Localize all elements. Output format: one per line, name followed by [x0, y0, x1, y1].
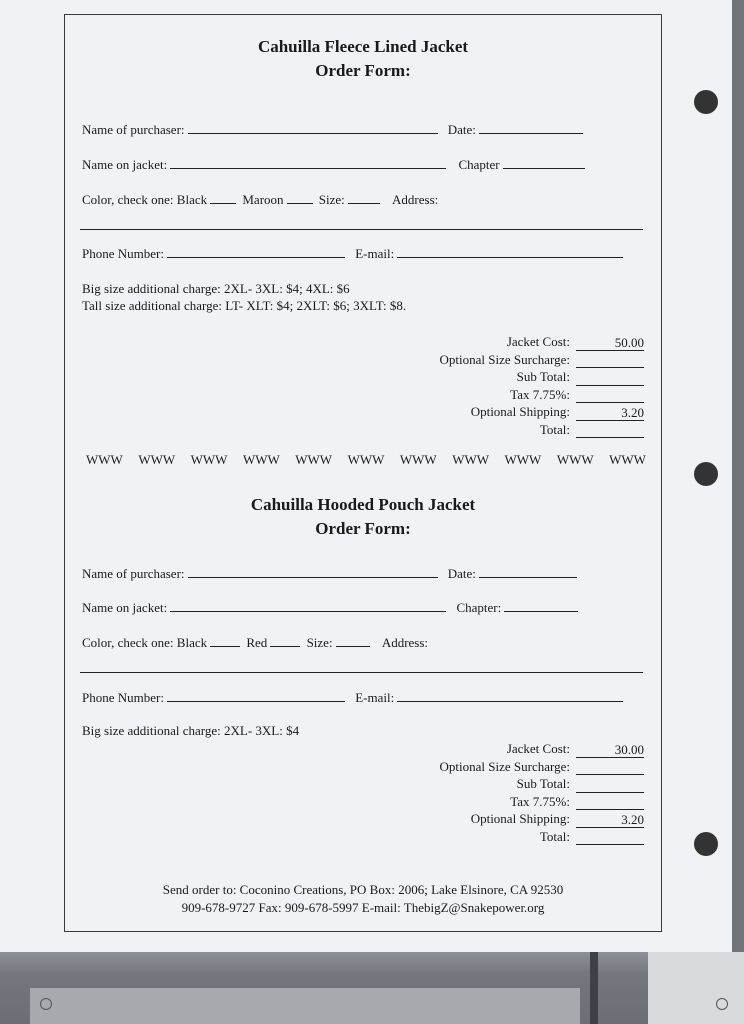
- form2-color-row: [82, 634, 428, 651]
- jacket-name-label: Name on jacket:: [82, 600, 168, 615]
- phone-field[interactable]: [167, 245, 345, 258]
- surcharge-label: Optional Size Surcharge:: [439, 351, 570, 367]
- total-field[interactable]: [576, 423, 644, 438]
- form1-phone-row: [82, 245, 626, 262]
- tall-size-note: Tall size additional charge: LT- XLT: $4; 2XLT: $6; 3XLT: $8.: [82, 298, 407, 313]
- shipping-label: Optional Shipping:: [470, 811, 570, 826]
- size-field[interactable]: [348, 191, 380, 204]
- form1-color-row: [82, 191, 438, 208]
- form2-phone-row: [82, 689, 626, 706]
- color-red-checkbox[interactable]: [270, 634, 300, 647]
- binder-hole-icon: [694, 462, 718, 486]
- color-maroon-checkbox[interactable]: [287, 191, 313, 204]
- surcharge-label: Optional Size Surcharge:: [439, 758, 570, 774]
- scanner-bed: [0, 952, 744, 1024]
- surcharge-field[interactable]: [576, 353, 644, 368]
- size-label: Size:: [318, 192, 345, 207]
- form1-jacket-name-row: [82, 156, 588, 173]
- big-size-note: Big size additional charge: 2XL- 3XL: $4: [82, 723, 300, 738]
- scanner-tab: [30, 988, 580, 1024]
- binder-hole-icon: [694, 832, 718, 856]
- ring-marker-icon: [40, 998, 52, 1010]
- total-label: Total:: [539, 828, 570, 844]
- tax-label: Tax 7.75%:: [510, 386, 570, 402]
- color-option-label: Maroon: [242, 192, 284, 207]
- big-size-note: Big size additional charge: 2XL- 3XL: $4; 4XL: $6: [82, 281, 350, 296]
- separator-mark: WWW: [347, 452, 385, 467]
- total-field[interactable]: [576, 830, 644, 845]
- subtotal-field[interactable]: [576, 371, 644, 386]
- date-label: Date:: [447, 122, 476, 137]
- subtotal-label: Sub Total:: [516, 776, 570, 791]
- shipping-value: 3.20: [576, 406, 644, 421]
- purchaser-field[interactable]: [188, 565, 438, 578]
- scanner-slot: [590, 952, 598, 1024]
- total-label: Total:: [539, 421, 570, 437]
- address-field[interactable]: [80, 672, 643, 673]
- separator-mark: WWW: [609, 452, 646, 467]
- email-field[interactable]: [397, 689, 623, 702]
- date-field[interactable]: [479, 121, 583, 134]
- shipping-value: 3.20: [576, 813, 644, 828]
- tax-field[interactable]: [576, 388, 644, 403]
- chapter-label: Chapter: [458, 157, 500, 172]
- jacket-name-label: Name on jacket:: [82, 157, 168, 172]
- date-label: Date:: [447, 566, 476, 581]
- form2-title: Cahuilla Hooded Pouch Jacket: [250, 495, 476, 514]
- form2-jacket-name-row: [82, 599, 581, 616]
- purchaser-label: Name of purchaser:: [82, 122, 185, 137]
- cut-separator: [86, 452, 646, 468]
- form2-cost-summary: [380, 740, 644, 845]
- subtotal-label: Sub Total:: [516, 369, 570, 384]
- address-field[interactable]: [80, 229, 643, 230]
- form1-purchaser-row: [82, 121, 586, 138]
- separator-mark: WWW: [452, 452, 489, 467]
- separator-mark: WWW: [556, 452, 594, 467]
- size-field[interactable]: [336, 634, 370, 647]
- surcharge-field[interactable]: [576, 760, 644, 775]
- separator-mark: WWW: [86, 452, 123, 467]
- subtotal-field[interactable]: [576, 778, 644, 793]
- tax-label: Tax 7.75%:: [510, 793, 570, 809]
- separator-mark: WWW: [242, 452, 280, 467]
- separator-mark: WWW: [138, 452, 176, 467]
- binder-hole-icon: [694, 90, 718, 114]
- separator-mark: WWW: [504, 452, 542, 467]
- chapter-label: Chapter:: [456, 600, 502, 615]
- tax-field[interactable]: [576, 795, 644, 810]
- shipping-label: Optional Shipping:: [470, 404, 570, 419]
- color-label: Color, check one: Black: [82, 635, 208, 650]
- email-label: E-mail:: [355, 690, 395, 705]
- jacket-name-field[interactable]: [170, 156, 446, 169]
- date-field[interactable]: [479, 565, 577, 578]
- color-black-checkbox[interactable]: [210, 191, 236, 204]
- form2-subtitle: Order Form:: [315, 519, 411, 538]
- purchaser-label: Name of purchaser:: [82, 566, 185, 581]
- color-option-label: Red: [246, 635, 268, 650]
- phone-field[interactable]: [167, 689, 345, 702]
- size-label: Size:: [306, 635, 333, 650]
- jacket-name-field[interactable]: [170, 599, 446, 612]
- color-label: Color, check one: Black: [82, 192, 208, 207]
- jacket-cost-value: 30.00: [576, 743, 644, 758]
- email-field[interactable]: [397, 245, 623, 258]
- form1-title: Cahuilla Fleece Lined Jacket: [257, 37, 469, 56]
- jacket-cost-label: Jacket Cost:: [506, 741, 570, 756]
- address-label: Address:: [381, 635, 429, 650]
- jacket-cost-value: 50.00: [576, 336, 644, 351]
- separator-mark: WWW: [190, 452, 228, 467]
- phone-label: Phone Number:: [82, 246, 164, 261]
- footer-address: Send order to: Coconino Creations, PO Box: 2006; Lake Elsinore, CA 92530: [162, 882, 564, 897]
- color-black-checkbox[interactable]: [210, 634, 240, 647]
- purchaser-field[interactable]: [188, 121, 438, 134]
- email-label: E-mail:: [355, 246, 395, 261]
- separator-mark: WWW: [399, 452, 437, 467]
- chapter-field[interactable]: [503, 156, 585, 169]
- jacket-cost-label: Jacket Cost:: [506, 334, 570, 349]
- form1-subtitle: Order Form:: [315, 61, 411, 80]
- form1-cost-summary: [380, 333, 644, 438]
- separator-mark: WWW: [295, 452, 333, 467]
- phone-label: Phone Number:: [82, 690, 164, 705]
- address-label: Address:: [392, 192, 439, 207]
- ring-marker-icon: [716, 998, 728, 1010]
- scanner-side-panel: [648, 952, 744, 1024]
- chapter-field[interactable]: [504, 599, 578, 612]
- footer-contact: 909-678-9727 Fax: 909-678-5997 E-mail: ThebigZ@Snakepower.org: [181, 900, 545, 915]
- form2-purchaser-row: [82, 565, 580, 582]
